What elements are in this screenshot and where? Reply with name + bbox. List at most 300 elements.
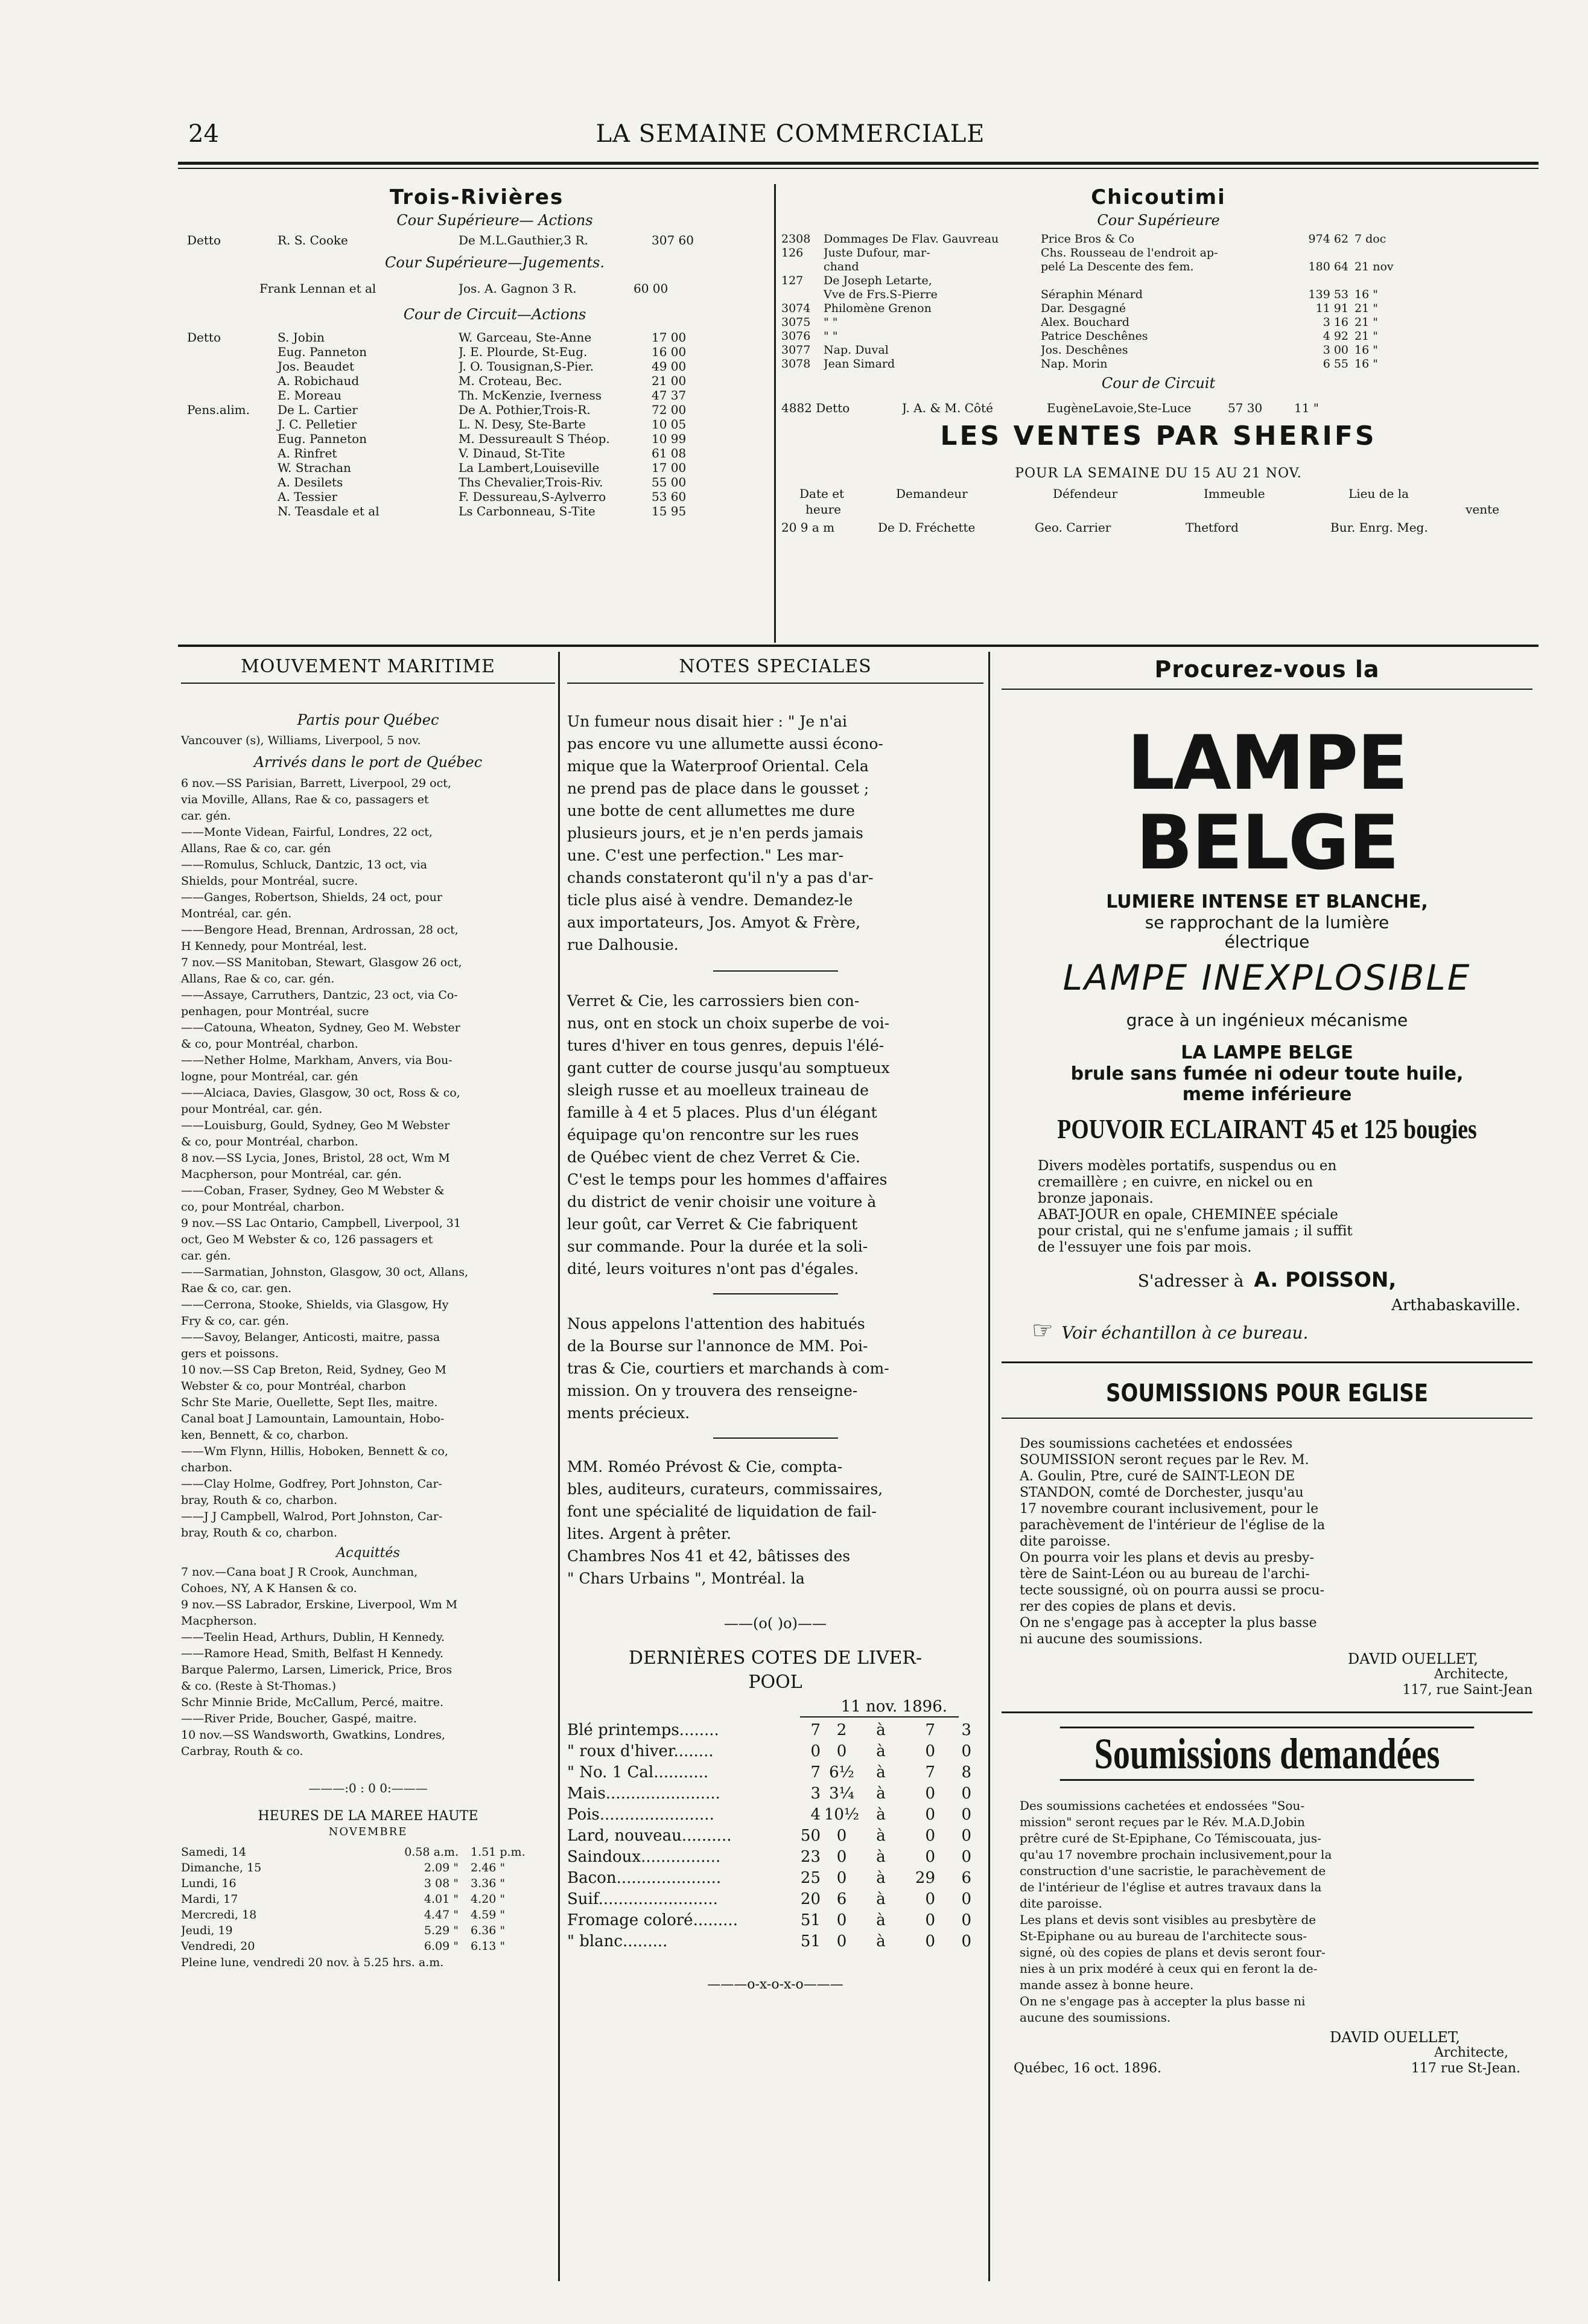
arrival-line: ——Monte Videan, Fairful, Londres, 22 oct, xyxy=(181,826,433,839)
arrival-line: ——Wm Flynn, Hillis, Hoboken, Bennett & co, xyxy=(181,1445,448,1458)
arrival-line: ——Savoy, Belanger, Anticosti, maitre, passa xyxy=(181,1331,440,1344)
date: 16 " xyxy=(1355,357,1378,371)
note-line: rue Dalhousie. xyxy=(567,936,679,953)
ad-divers-line: cremaillère ; en cuivre, en nickel ou en xyxy=(1038,1174,1313,1190)
tide-row xyxy=(181,1876,555,1891)
page-title: LA SEMAINE COMMERCIALE xyxy=(596,120,985,148)
note-line: font une spécialité de liquidation de fail- xyxy=(567,1503,877,1520)
date: 21 " xyxy=(1355,329,1378,343)
tide-row xyxy=(181,1907,555,1923)
soumission-line: Les plans et devis sont visibles au presbytère de xyxy=(1020,1912,1316,1927)
plaintiff: E. Moreau xyxy=(278,388,342,403)
ad-pouvoir: POUVOIR ECLAIRANT 45 et 125 bougies xyxy=(1057,1113,1477,1144)
arrival-line: Shields, pour Montréal, sucre. xyxy=(181,874,358,888)
amount: 49 00 xyxy=(652,359,687,374)
cote-value: 0 xyxy=(961,1932,971,1950)
note-line: bles, auditeurs, curateurs, commissaires, xyxy=(567,1480,883,1498)
defendant: Ths Chevalier,Trois-Riv. xyxy=(459,475,603,489)
note-line: mique que la Waterproof Oriental. Cela xyxy=(567,757,869,775)
partis-heading: Partis pour Québec xyxy=(297,712,439,728)
plaintiff: S. Jobin xyxy=(278,330,325,345)
amount: 53 60 xyxy=(652,489,687,504)
note-separator xyxy=(713,970,838,972)
chicoutimi-row xyxy=(781,343,1536,357)
amount: 55 00 xyxy=(652,475,687,489)
plaintiff: A. Desilets xyxy=(278,475,343,489)
arrival-line: ——Coban, Fraser, Sydney, Geo M Webster & xyxy=(181,1184,445,1197)
note-line: tras & Cie, courtiers et marchands à com- xyxy=(567,1360,889,1377)
plaintiff: R. S. Cooke xyxy=(278,233,348,247)
defendant: Chs. Rousseau de l'endroit ap- xyxy=(1041,246,1218,259)
arrival-line: & co, pour Montréal, charbon. xyxy=(181,1135,358,1148)
acquitte-line: ——Ramore Head, Smith, Belfast H Kennedy. xyxy=(181,1647,444,1660)
cote-value: 0 xyxy=(961,1911,971,1929)
tide-am: 4.47 " xyxy=(424,1908,459,1921)
amount: 61 08 xyxy=(652,446,687,460)
note-poitras xyxy=(567,1313,983,1424)
defendant: Price Bros & Co xyxy=(1041,232,1135,246)
arrival-line: 10 nov.—SS Cap Breton, Reid, Sydney, Geo M xyxy=(181,1363,446,1377)
amount: 11 91 xyxy=(1315,302,1348,315)
tide-am: 0.58 a.m. xyxy=(404,1845,459,1859)
left-column-divider xyxy=(558,652,560,2281)
notes-title-rule xyxy=(567,683,983,684)
defendant: De M.L.Gauthier,3 R. xyxy=(459,233,588,247)
row-label: Detto xyxy=(187,330,221,345)
amount: 180 64 xyxy=(1308,260,1348,273)
note-line: pas encore vu une allumette aussi écono- xyxy=(567,735,883,753)
cote-value: 25 xyxy=(800,1869,821,1887)
note-line: équipage qu'on rencontre sur les rues xyxy=(567,1126,859,1144)
arrival-line: pour Montréal, car. gén. xyxy=(181,1103,323,1116)
tide-pm: 4.59 " xyxy=(471,1908,506,1921)
col-heure: heure xyxy=(805,502,841,517)
cote-separator: à xyxy=(876,1806,886,1824)
note-line: C'est le temps pour les hommes d'affaires xyxy=(567,1171,888,1188)
cote-name: Bacon..................... xyxy=(567,1869,722,1887)
defendant: M. Croteau, Bec. xyxy=(459,374,562,388)
ventes-header-row-2 xyxy=(781,501,1536,517)
tide-day: Mardi, 17 xyxy=(181,1893,238,1906)
plaintiff: A. Tessier xyxy=(278,489,338,504)
cote-row xyxy=(567,1741,983,1762)
cote-name: Blé printemps........ xyxy=(567,1721,719,1739)
ornament-2: ———o-x-o-x-o——— xyxy=(707,1977,843,1992)
tr-actions-row xyxy=(187,232,766,248)
cote-separator: à xyxy=(876,1932,886,1950)
row-label xyxy=(187,475,259,489)
acquitte-line: Barque Palermo, Larsen, Limerick, Price, Bros xyxy=(181,1663,453,1676)
cote-value: 0 xyxy=(836,1932,847,1950)
ad-procurez: Procurez-vous la xyxy=(1154,656,1380,683)
arrival-line: ——Nether Holme, Markham, Anvers, via Bou- xyxy=(181,1054,453,1067)
soumissions-demandees-sig: DAVID OUELLET, xyxy=(1330,2029,1460,2046)
case-number: 3074 xyxy=(781,302,811,315)
defendant: W. Garceau, Ste-Anne xyxy=(459,330,592,345)
soumission-line: STANDON, comté de Dorchester, jusqu'au xyxy=(1020,1485,1304,1500)
plaintiff: W. Strachan xyxy=(278,460,351,475)
col-lieu: Lieu de la xyxy=(1348,486,1409,501)
defendant: J. O. Tousignan,S-Pier. xyxy=(459,359,594,374)
cote-row xyxy=(567,1931,983,1952)
cote-value: 0 xyxy=(925,1742,935,1760)
tide-row xyxy=(181,1923,555,1938)
soumission-line: mande assez à bonne heure. xyxy=(1020,1978,1194,1992)
soumissions-demandees-date: Québec, 16 oct. 1896. xyxy=(1014,2061,1161,2076)
note-line: Nous appelons l'attention des habitués xyxy=(567,1315,865,1332)
cote-name: Pois....................... xyxy=(567,1806,714,1824)
header-rule-bottom xyxy=(178,168,1539,169)
soumission-line: On ne s'engage pas à accepter la plus basse ni xyxy=(1020,1994,1306,2008)
tide-am: 2.09 " xyxy=(424,1861,459,1874)
demandeur: De D. Fréchette xyxy=(878,520,976,535)
ad-lampe-belge xyxy=(1002,655,1532,2077)
defendant: Alex. Bouchard xyxy=(1041,316,1129,329)
defendant: L. N. Desy, Ste-Barte xyxy=(459,417,586,431)
note-line: Chambres Nos 41 et 42, bâtisses des xyxy=(567,1547,851,1565)
cour-circuit-actions-heading: Cour de Circuit—Actions xyxy=(403,306,586,323)
tide-row xyxy=(181,1891,555,1907)
tide-row xyxy=(181,1938,555,1954)
cote-value: 6 xyxy=(836,1890,847,1908)
row-label xyxy=(187,374,259,388)
row-label xyxy=(187,504,259,518)
note-line: gant cutter de course jusqu'au somptueux xyxy=(567,1059,890,1077)
top-column-divider xyxy=(774,184,776,643)
soumissions-eglise-text xyxy=(1002,1436,1532,1647)
date: 16 " xyxy=(1355,288,1378,301)
note-line: Verret & Cie, les carrossiers bien con- xyxy=(567,992,860,1010)
ventes-title: LES VENTES PAR SHERIFS xyxy=(940,421,1377,451)
chicoutimi-cour-circuit-heading: Cour de Circuit xyxy=(1101,375,1216,392)
cour-superieure-actions-heading: Cour Supérieure— Actions xyxy=(396,212,593,229)
amount: 17 00 xyxy=(652,330,687,345)
arrives-list xyxy=(181,775,555,1541)
cote-value: 0 xyxy=(836,1827,847,1845)
note-line: chands constateront qu'il n'y a pas d'ar- xyxy=(567,869,874,887)
amount: 4 92 xyxy=(1323,329,1348,343)
date: 7 doc xyxy=(1355,232,1386,246)
note-line: du district de venir choisir une voiture à xyxy=(567,1193,877,1211)
ad-lumiere: LUMIERE INTENSE ET BLANCHE, xyxy=(1106,891,1428,912)
cote-name: " roux d'hiver........ xyxy=(567,1742,714,1760)
note-line: aux importateurs, Jos. Amyot & Frère, xyxy=(567,914,861,931)
cote-value: 7 xyxy=(925,1721,935,1739)
acquitte-line: Carbray, Routh & co. xyxy=(181,1745,303,1758)
amount: 16 00 xyxy=(652,345,687,359)
arrival-line: bray, Routh & co, charbon. xyxy=(181,1494,338,1507)
cote-value: 50 xyxy=(800,1827,821,1845)
mouvement-title-rule xyxy=(181,683,555,684)
cote-value: 7 xyxy=(925,1763,935,1781)
amount: 10 99 xyxy=(652,431,687,446)
cote-value: 0 xyxy=(836,1848,847,1866)
date-heure: 20 9 a m xyxy=(781,520,835,535)
cote-value: 0 xyxy=(925,1932,935,1950)
note-line: ments précieux. xyxy=(567,1404,690,1422)
tide-am: 3 08 " xyxy=(424,1877,459,1890)
defendant: Séraphin Ménard xyxy=(1041,288,1143,301)
amount: 15 95 xyxy=(652,504,687,518)
cote-value: 0 xyxy=(925,1911,935,1929)
date xyxy=(1355,246,1421,260)
arrival-line: Webster & co, pour Montréal, charbon xyxy=(181,1380,406,1393)
cote-row xyxy=(567,1826,983,1847)
arrival-line: Rae & co, car. gen. xyxy=(181,1282,292,1295)
ad-divers-line: Divers modèles portatifs, suspendus ou en xyxy=(1038,1158,1337,1174)
soumissions-eglise-role: Architecte, xyxy=(1434,1667,1508,1682)
defendant: Nap. Morin xyxy=(1041,357,1108,371)
soumission-line: A. Goulin, Ptre, curé de SAINT-LEON DE xyxy=(1020,1469,1295,1484)
defendant: M. Dessureault S Théop. xyxy=(459,431,610,446)
acquittes-heading: Acquittés xyxy=(336,1546,400,1561)
plaintiff: Jean Simard xyxy=(824,357,895,371)
defendant: Ls Carbonneau, S-Tite xyxy=(459,504,596,518)
case-number: 2308 xyxy=(781,232,811,246)
cote-name: Saindoux................ xyxy=(567,1848,721,1866)
amount xyxy=(1282,274,1355,288)
chicoutimi-row xyxy=(781,302,1536,316)
cote-value: 3¼ xyxy=(829,1784,854,1803)
soumission-line: SOUMISSION seront reçues par le Rev. M. xyxy=(1020,1453,1309,1468)
chicoutimi-row xyxy=(781,329,1536,343)
arrival-line: oct, Geo M Webster & co, 126 passagers et xyxy=(181,1233,433,1246)
row-label: Detto xyxy=(187,233,221,247)
chicoutimi-row xyxy=(781,246,1536,260)
tide-day: Dimanche, 15 xyxy=(181,1861,262,1874)
acquitte-line: & co. (Reste à St-Thomas.) xyxy=(181,1679,337,1693)
soumissions-demandees-addr: 117 rue St-Jean. xyxy=(1411,2061,1520,2076)
note-line: ne prend pas de place dans le gousset ; xyxy=(567,780,869,797)
tide-pm: 6.13 " xyxy=(471,1940,506,1953)
plaintiff: Jos. Beaudet xyxy=(278,359,355,374)
note-verret xyxy=(567,990,983,1280)
notes-speciales-column xyxy=(567,655,983,1993)
cote-value: 0 xyxy=(961,1784,971,1803)
note-line: sur commande. Pour la durée et la soli- xyxy=(567,1238,868,1255)
amount: 139 53 xyxy=(1308,288,1348,301)
acquitte-line: ——Teelin Head, Arthurs, Dublin, H Kennedy. xyxy=(181,1631,445,1644)
ad-brand: LAMPE BELGE xyxy=(1127,720,1407,887)
arrival-line: via Moville, Allans, Rae & co, passagers et xyxy=(181,793,429,806)
cote-value: 7 xyxy=(810,1763,821,1781)
cote-value: 23 xyxy=(800,1848,821,1866)
cote-value: 8 xyxy=(961,1763,971,1781)
plaintiff: Juste Dufour, mar- xyxy=(824,246,930,259)
tide-pm: 4.20 " xyxy=(471,1893,506,1906)
amount: 57 30 xyxy=(1228,401,1263,415)
soumission-line: 17 novembre courant inclusivement, pour le xyxy=(1020,1501,1319,1517)
ad-grace: grace à un ingénieux mécanisme xyxy=(1126,1010,1408,1030)
case-number: 126 xyxy=(781,246,804,259)
defendant xyxy=(1041,274,1282,288)
arrival-line: Montréal, car. gén. xyxy=(181,907,292,920)
row-label xyxy=(187,446,259,460)
cote-value: 4 xyxy=(810,1806,821,1824)
soumissions-demandees-text xyxy=(1002,1798,1532,2026)
ad-inexplosible: LAMPE INEXPLOSIBLE xyxy=(1062,957,1472,998)
tide-pm: 3.36 " xyxy=(471,1877,506,1890)
soumission-line: dite paroisse. xyxy=(1020,1534,1111,1549)
cote-value: 3 xyxy=(961,1721,971,1739)
acquitte-line: ——River Pride, Boucher, Gaspé, maitre. xyxy=(181,1712,417,1725)
cote-value: 0 xyxy=(836,1911,847,1929)
cote-value: 0 xyxy=(836,1869,847,1887)
tr-row xyxy=(187,374,766,388)
plaintiff: A. Rinfret xyxy=(278,446,337,460)
cote-value: 0 xyxy=(925,1827,935,1845)
arrival-line: ——Alciaca, Davies, Glasgow, 30 oct, Ross & co, xyxy=(181,1086,460,1100)
tide-am: 6.09 " xyxy=(424,1940,459,1953)
arrival-line: ——Clay Holme, Godfrey, Port Johnston, Car- xyxy=(181,1477,442,1491)
tide-day: Mercredi, 18 xyxy=(181,1908,257,1921)
soumission-line: parachèvement de l'intérieur de l'église de la xyxy=(1020,1518,1326,1533)
cote-value: 3 xyxy=(810,1784,821,1803)
arrival-line: bray, Routh & co, charbon. xyxy=(181,1526,338,1539)
amount: 21 00 xyxy=(652,374,687,388)
amount: 6 55 xyxy=(1323,357,1348,371)
ad-separator xyxy=(1002,1711,1532,1713)
plaintiff: Vve de Frs.S-Pierre xyxy=(824,288,938,301)
arrives-heading: Arrivés dans le port de Québec xyxy=(253,754,483,771)
arrival-line: co, pour Montréal, charbon. xyxy=(181,1200,345,1214)
row-label xyxy=(187,281,259,296)
cote-value: 6 xyxy=(961,1869,971,1887)
lieu: Bur. Enrg. Meg. xyxy=(1330,520,1428,535)
cote-row xyxy=(567,1847,983,1868)
arrival-line: Allans, Rae & co, car. gén. xyxy=(181,972,335,985)
cotes-date: 11 nov. 1896. xyxy=(840,1698,947,1716)
cote-name: Mais....................... xyxy=(567,1784,720,1803)
note-line: MM. Roméo Prévost & Cie, compta- xyxy=(567,1458,843,1476)
amount: 3 16 xyxy=(1323,316,1348,329)
mouvement-maritime-column xyxy=(181,655,555,1970)
ad-divers-line: ABAT-JOUR en opale, CHEMINÉE spéciale xyxy=(1038,1207,1338,1223)
case-number xyxy=(781,288,824,302)
arrival-line: Canal boat J Lamountain, Lamountain, Hobo- xyxy=(181,1412,445,1425)
mid-page-rule xyxy=(178,645,1539,647)
note-line: de la Bourse sur l'annonce de MM. Poi- xyxy=(567,1337,868,1355)
cote-row xyxy=(567,1720,983,1741)
cote-value: 0 xyxy=(961,1890,971,1908)
plaintiff: J. A. & M. Côté xyxy=(902,401,993,415)
chicoutimi-rows xyxy=(781,232,1536,371)
ad-la-lampe-belge: LA LAMPE BELGE xyxy=(1181,1042,1353,1063)
note-prevost xyxy=(567,1456,983,1590)
soumissions-demandees-role: Architecte, xyxy=(1434,2045,1508,2060)
tide-am: 5.29 " xyxy=(424,1924,459,1937)
heures-month: NOVEMBRE xyxy=(328,1826,408,1838)
tide-pm: 1.51 p.m. xyxy=(471,1845,526,1859)
arrival-line: penhagen, pour Montréal, sucre xyxy=(181,1005,369,1018)
defendant: V. Dinaud, St-Tite xyxy=(459,446,565,460)
cote-value: 10½ xyxy=(824,1806,860,1824)
arrival-line: 9 nov.—SS Lac Ontario, Campbell, Liverpool, 31 xyxy=(181,1217,461,1230)
soumissions-eglise-rule xyxy=(1002,1418,1532,1419)
soumission-line: construction d'une sacristie, le parachèvement de xyxy=(1020,1864,1326,1878)
cote-value: 0 xyxy=(925,1890,935,1908)
soumissions-eglise-addr: 117, rue Saint-Jean xyxy=(1402,1683,1532,1698)
chicoutimi-section xyxy=(781,184,1536,535)
defendant: La Lambert,Louiseville xyxy=(459,460,600,475)
row-label xyxy=(187,417,259,431)
note-line: famille à 4 et 5 places. Plus d'un élégant xyxy=(567,1104,877,1121)
plaintiff: De L. Cartier xyxy=(278,403,358,417)
tide-day: Lundi, 16 xyxy=(181,1877,237,1890)
ad-divers-line: pour cristal, qui ne s'enfume jamais ; il suffit xyxy=(1038,1223,1353,1239)
cote-name: " blanc......... xyxy=(567,1932,668,1950)
note-line: tures d'hiver en tous genres, depuis l'élé- xyxy=(567,1037,885,1054)
plaintiff: J. C. Pelletier xyxy=(278,417,357,431)
note-line: " Chars Urbains ", Montréal. la xyxy=(567,1570,805,1587)
tr-row xyxy=(187,431,766,446)
row-label: 4882 Detto xyxy=(781,401,850,415)
arrival-line: ——Assaye, Carruthers, Dantzic, 23 oct, via Co- xyxy=(181,988,458,1002)
defendant: De A. Pothier,Trois-R. xyxy=(459,403,591,417)
tide-table xyxy=(181,1844,555,1954)
arrival-line: Fry & co, car. gén. xyxy=(181,1314,289,1328)
cote-separator: à xyxy=(876,1890,886,1908)
soumission-line: nies à un prix modéré à ceux qui en feront la de- xyxy=(1020,1961,1318,1976)
ad-sadresser-label: S'adresser à xyxy=(1137,1271,1244,1291)
plaintiff: De Joseph Letarte, xyxy=(824,274,932,287)
heures-title: HEURES DE LA MAREE HAUTE xyxy=(258,1809,478,1824)
cote-row xyxy=(567,1910,983,1931)
arrival-line: Schr Ste Marie, Ouellette, Sept Iles, maitre. xyxy=(181,1396,438,1409)
soumission-line: St-Epiphane ou au bureau de l'architecte sous- xyxy=(1020,1929,1307,1943)
tr-row xyxy=(187,475,766,489)
row-label xyxy=(187,431,259,446)
ornament-divider: ———:0 : 0 0:——— xyxy=(308,1781,428,1795)
date: 21 nov xyxy=(1355,260,1394,273)
cote-separator: à xyxy=(876,1911,886,1929)
date: 16 " xyxy=(1355,343,1378,357)
cote-separator: à xyxy=(876,1742,886,1760)
cote-row xyxy=(567,1804,983,1826)
note-line: sleigh russe et au moelleux traineau de xyxy=(567,1081,869,1099)
note-line: nus, ont en stock un choix superbe de voi- xyxy=(567,1014,890,1032)
plaintiff: Philomène Grenon xyxy=(824,302,932,315)
ad-top-rule xyxy=(1002,689,1532,690)
plaintiff: Nap. Duval xyxy=(824,343,889,357)
arrival-line: ——Ganges, Robertson, Shields, 24 oct, pour xyxy=(181,891,442,904)
chicoutimi-row xyxy=(781,232,1536,246)
immeuble: Thetford xyxy=(1186,520,1239,535)
defendant: Th. McKenzie, Iverness xyxy=(459,388,602,403)
arrival-line: H Kennedy, pour Montréal, lest. xyxy=(181,940,367,953)
plaintiff: A. Robichaud xyxy=(278,374,360,388)
cote-value: 2 xyxy=(836,1721,847,1739)
chicoutimi-cour-superieure-heading: Cour Supérieure xyxy=(1097,212,1220,229)
tr-row xyxy=(187,359,766,374)
acquitte-line: 7 nov.—Cana boat J R Crook, Aunchman, xyxy=(181,1565,418,1579)
cotes-title: DERNIÈRES COTES DE LIVER- xyxy=(628,1647,923,1669)
soumissions-demandees-footer xyxy=(1002,2061,1532,2077)
amount: 3 00 xyxy=(1323,343,1348,357)
amount: 17 00 xyxy=(652,460,687,475)
cote-value: 6½ xyxy=(829,1763,854,1781)
soumission-line: On pourra voir les plans et devis au presby- xyxy=(1020,1550,1314,1565)
ventes-subtitle: POUR LA SEMAINE DU 15 AU 21 NOV. xyxy=(1015,466,1302,481)
cote-separator: à xyxy=(876,1869,886,1887)
arrival-line: ——J J Campbell, Walrod, Port Johnston, Car- xyxy=(181,1510,443,1523)
ad-brule: brule sans fumée ni odeur toute huile, xyxy=(1070,1063,1464,1084)
note-separator xyxy=(713,1293,838,1294)
cotes-table xyxy=(567,1720,983,1952)
right-column-divider xyxy=(988,652,990,2281)
tr-row xyxy=(187,403,766,417)
arrival-line: & co, pour Montréal, charbon. xyxy=(181,1037,358,1051)
